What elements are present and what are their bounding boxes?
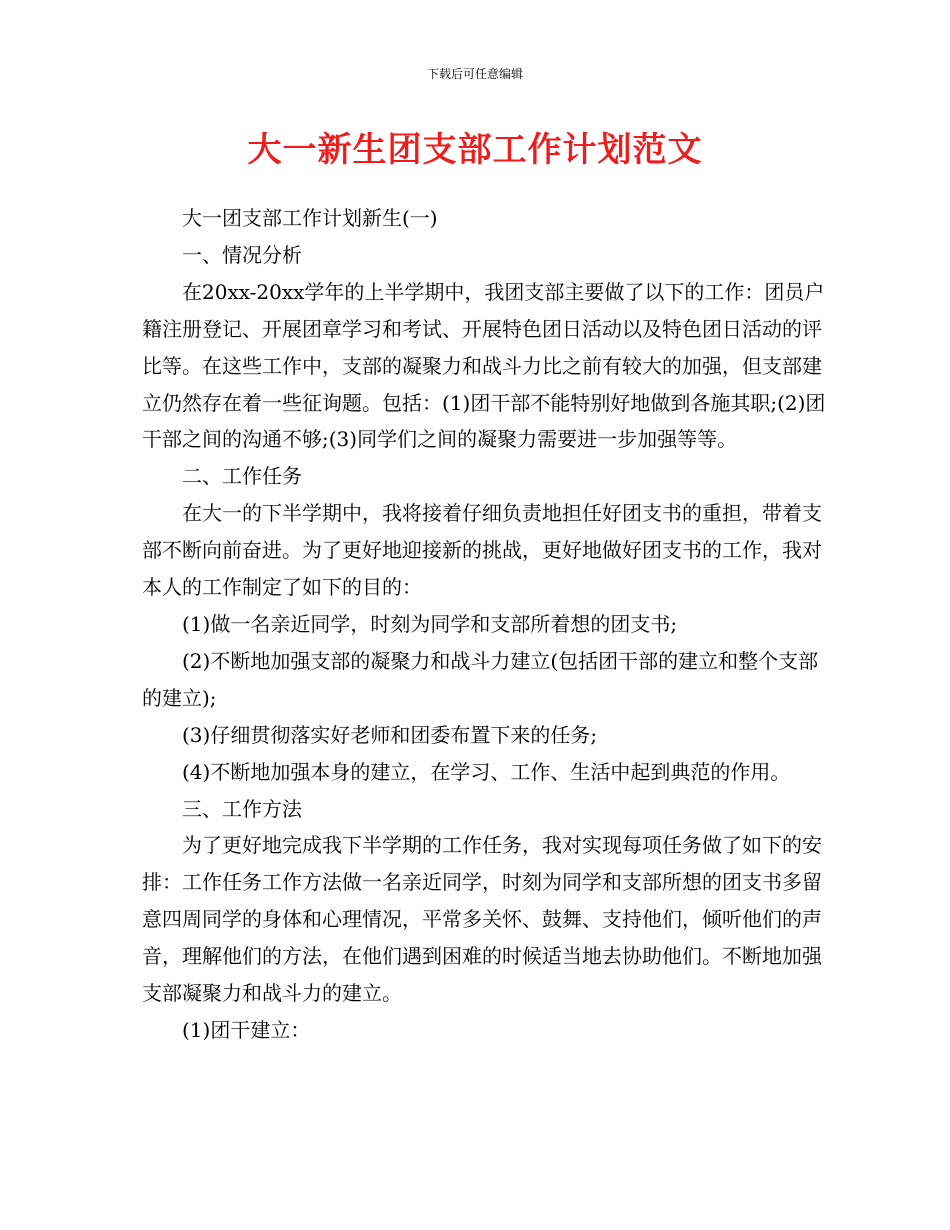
list-item-goal-4: (4)不断地加强本身的建立，在学习、工作、生活中起到典范的作用。 — [182, 759, 791, 784]
document-body — [142, 200, 832, 1049]
section-subtitle: 大一团支部工作计划新生(一) — [182, 206, 438, 230]
paragraph-methods: 为了更好地完成我下半学期的工作任务，我对实现每项任务做了如下的安排：工作任务工作方法做一名亲近同学，时刻为同学和支部所想的团支书多留意四周同学的身体和心理情况，平常多关怀、鼓舞、支持他们，倾听他们的声音，理解他们的方法，在他们遇到困难的时候适当地去协助他们。不断地加强支部凝聚力和战斗力的建立。 — [142, 833, 822, 1006]
list-item-method-1: (1)团干建立： — [182, 1017, 311, 1042]
section-heading-methods: 三、工作方法 — [182, 796, 302, 821]
paragraph-tasks: 在大一的下半学期中，我将接着仔细负责地担任好团支书的重担，带着支部不断向前奋进。为了更好地迎接新的挑战，更好地做好团支书的工作，我对本人的工作制定了如下的目的： — [142, 501, 822, 600]
section-heading-analysis: 一、情况分析 — [182, 242, 302, 267]
list-item-goal-1: (1)做一名亲近同学，时刻为同学和支部所着想的团支书; — [182, 611, 678, 636]
header-note: 下载后可任意编辑 — [426, 67, 523, 81]
section-heading-tasks: 二、工作任务 — [182, 464, 302, 489]
list-item-goal-3: (3)仔细贯彻落实好老师和团委布置下来的任务; — [182, 722, 598, 747]
document-title: 大一新生团支部工作计划范文 — [247, 130, 703, 170]
paragraph-analysis: 在20xx-20xx学年的上半学期中，我团支部主要做了以下的工作：团员户籍注册登记、开展团章学习和考试、开展特色团日活动以及特色团日活动的评比等。在这些工作中，支部的凝聚力和战斗力比之前有较大的加强，但支部建立仍然存在着一些征询题。包括：(1)团干部不能特别好地做到各施其职;(2)团干部之间的沟通不够;(3)同学们之间的凝聚力需要进一步加强等等。 — [142, 279, 826, 452]
list-item-goal-2: (2)不断地加强支部的凝聚力和战斗力建立(包括团干部的建立和整个支部的建立); — [142, 648, 819, 710]
